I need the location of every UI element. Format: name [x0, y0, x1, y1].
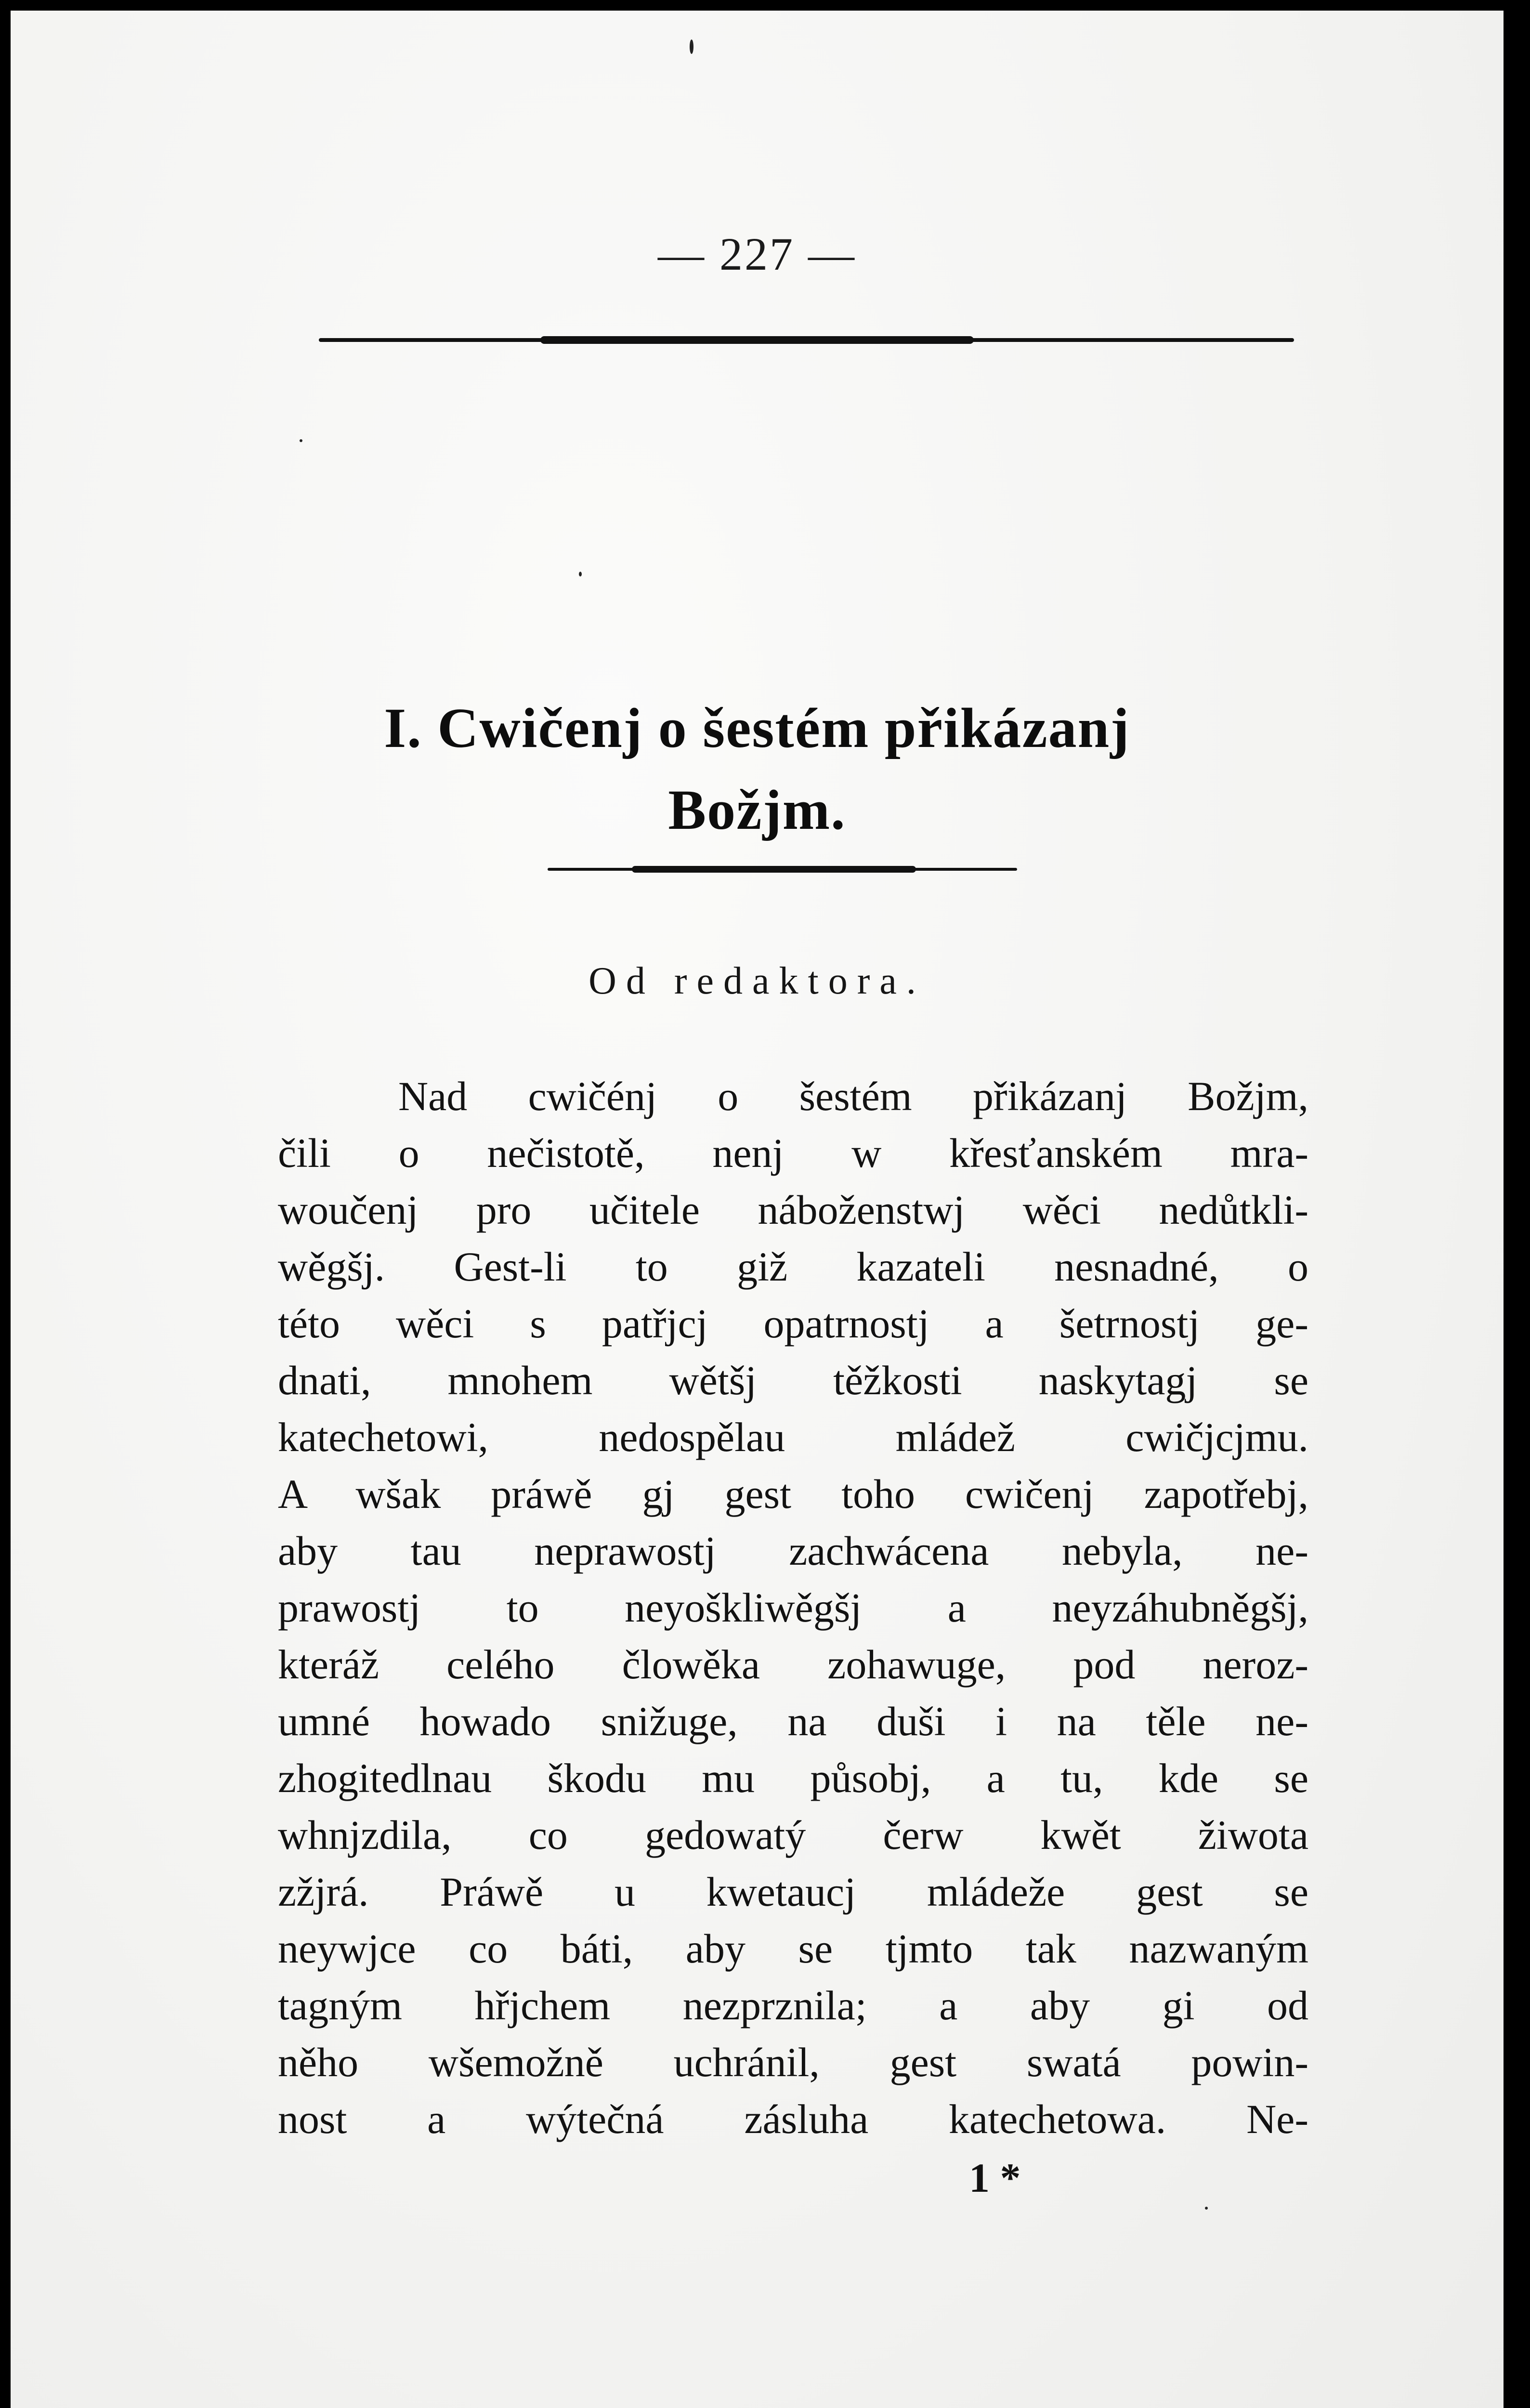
book-page — [11, 11, 1504, 2408]
chapter-title-line-2: Božjm. — [668, 778, 846, 841]
body-line: nost a wýtečná zásluha katechetowa. Ne- — [278, 2096, 1308, 2142]
paper-speck — [690, 39, 693, 54]
body-line: zhogitedlnau škodu mu působj, a tu, kde se — [278, 1755, 1308, 1801]
body-line: Nad cwičénj o šestém přikázanj Božjm, — [398, 1073, 1308, 1119]
body-line: čili o nečistotě, nenj w křesťanském mra- — [278, 1130, 1308, 1176]
body-line: neywjce co báti, aby se tjmto tak nazwaným — [278, 1925, 1308, 1972]
paper-speck — [300, 439, 302, 442]
body-line: wěgšj. Gest-li to giž kazateli nesnadné, o — [278, 1243, 1308, 1290]
scan-border-left — [0, 0, 11, 2408]
body-line: zžjrá. Práwě u kwetaucj mládeže gest se — [278, 1869, 1308, 1915]
body-line: kteráž celého člowěka zohawuge, pod neroz- — [278, 1641, 1308, 1688]
body-line: něho wšemožně uchránil, gest swatá powin- — [278, 2039, 1308, 2085]
body-line: tagným hřjchem nezprznila; a aby gi od — [278, 1982, 1308, 2028]
section-subheading: Od redaktora. — [588, 960, 926, 1002]
page-number: — 227 — — [658, 228, 856, 280]
body-line: umné howado snižuge, na duši i na těle ne- — [278, 1698, 1308, 1744]
body-line: prawostj to neyoškliwěgšj a neyzáhubněgšj, — [278, 1584, 1308, 1631]
chapter-title-line-1: I. Cwičenj o šestém přikázanj — [384, 696, 1130, 759]
body-line: aby tau neprawostj zachwácena nebyla, ne- — [278, 1528, 1308, 1574]
title-rule-thick — [632, 866, 916, 873]
body-line: whnjzdila, co gedowatý čerw kwět žiwota — [278, 1812, 1308, 1858]
header-rule-thick — [540, 336, 974, 344]
body-line: dnati, mnohem wětšj těžkosti naskytagj se — [278, 1357, 1308, 1403]
paper-speck — [1205, 2207, 1208, 2210]
body-paragraph — [278, 1068, 1308, 2147]
scan-border-right — [1504, 0, 1530, 2408]
chapter-title — [11, 687, 1504, 851]
body-line: katechetowi, nedospělau mládež cwičjcjmu. — [278, 1414, 1308, 1460]
body-line: této wěci s patřjcj opatrnostj a šetrnostj ge- — [278, 1300, 1308, 1347]
paper-speck — [579, 572, 582, 576]
signature-mark: 1 * — [969, 2155, 1021, 2201]
body-line: woučenj pro učitele náboženstwj wěci nedůtkli- — [278, 1187, 1308, 1233]
body-line: A wšak práwě gj gest toho cwičenj zapotřebj, — [278, 1471, 1308, 1517]
